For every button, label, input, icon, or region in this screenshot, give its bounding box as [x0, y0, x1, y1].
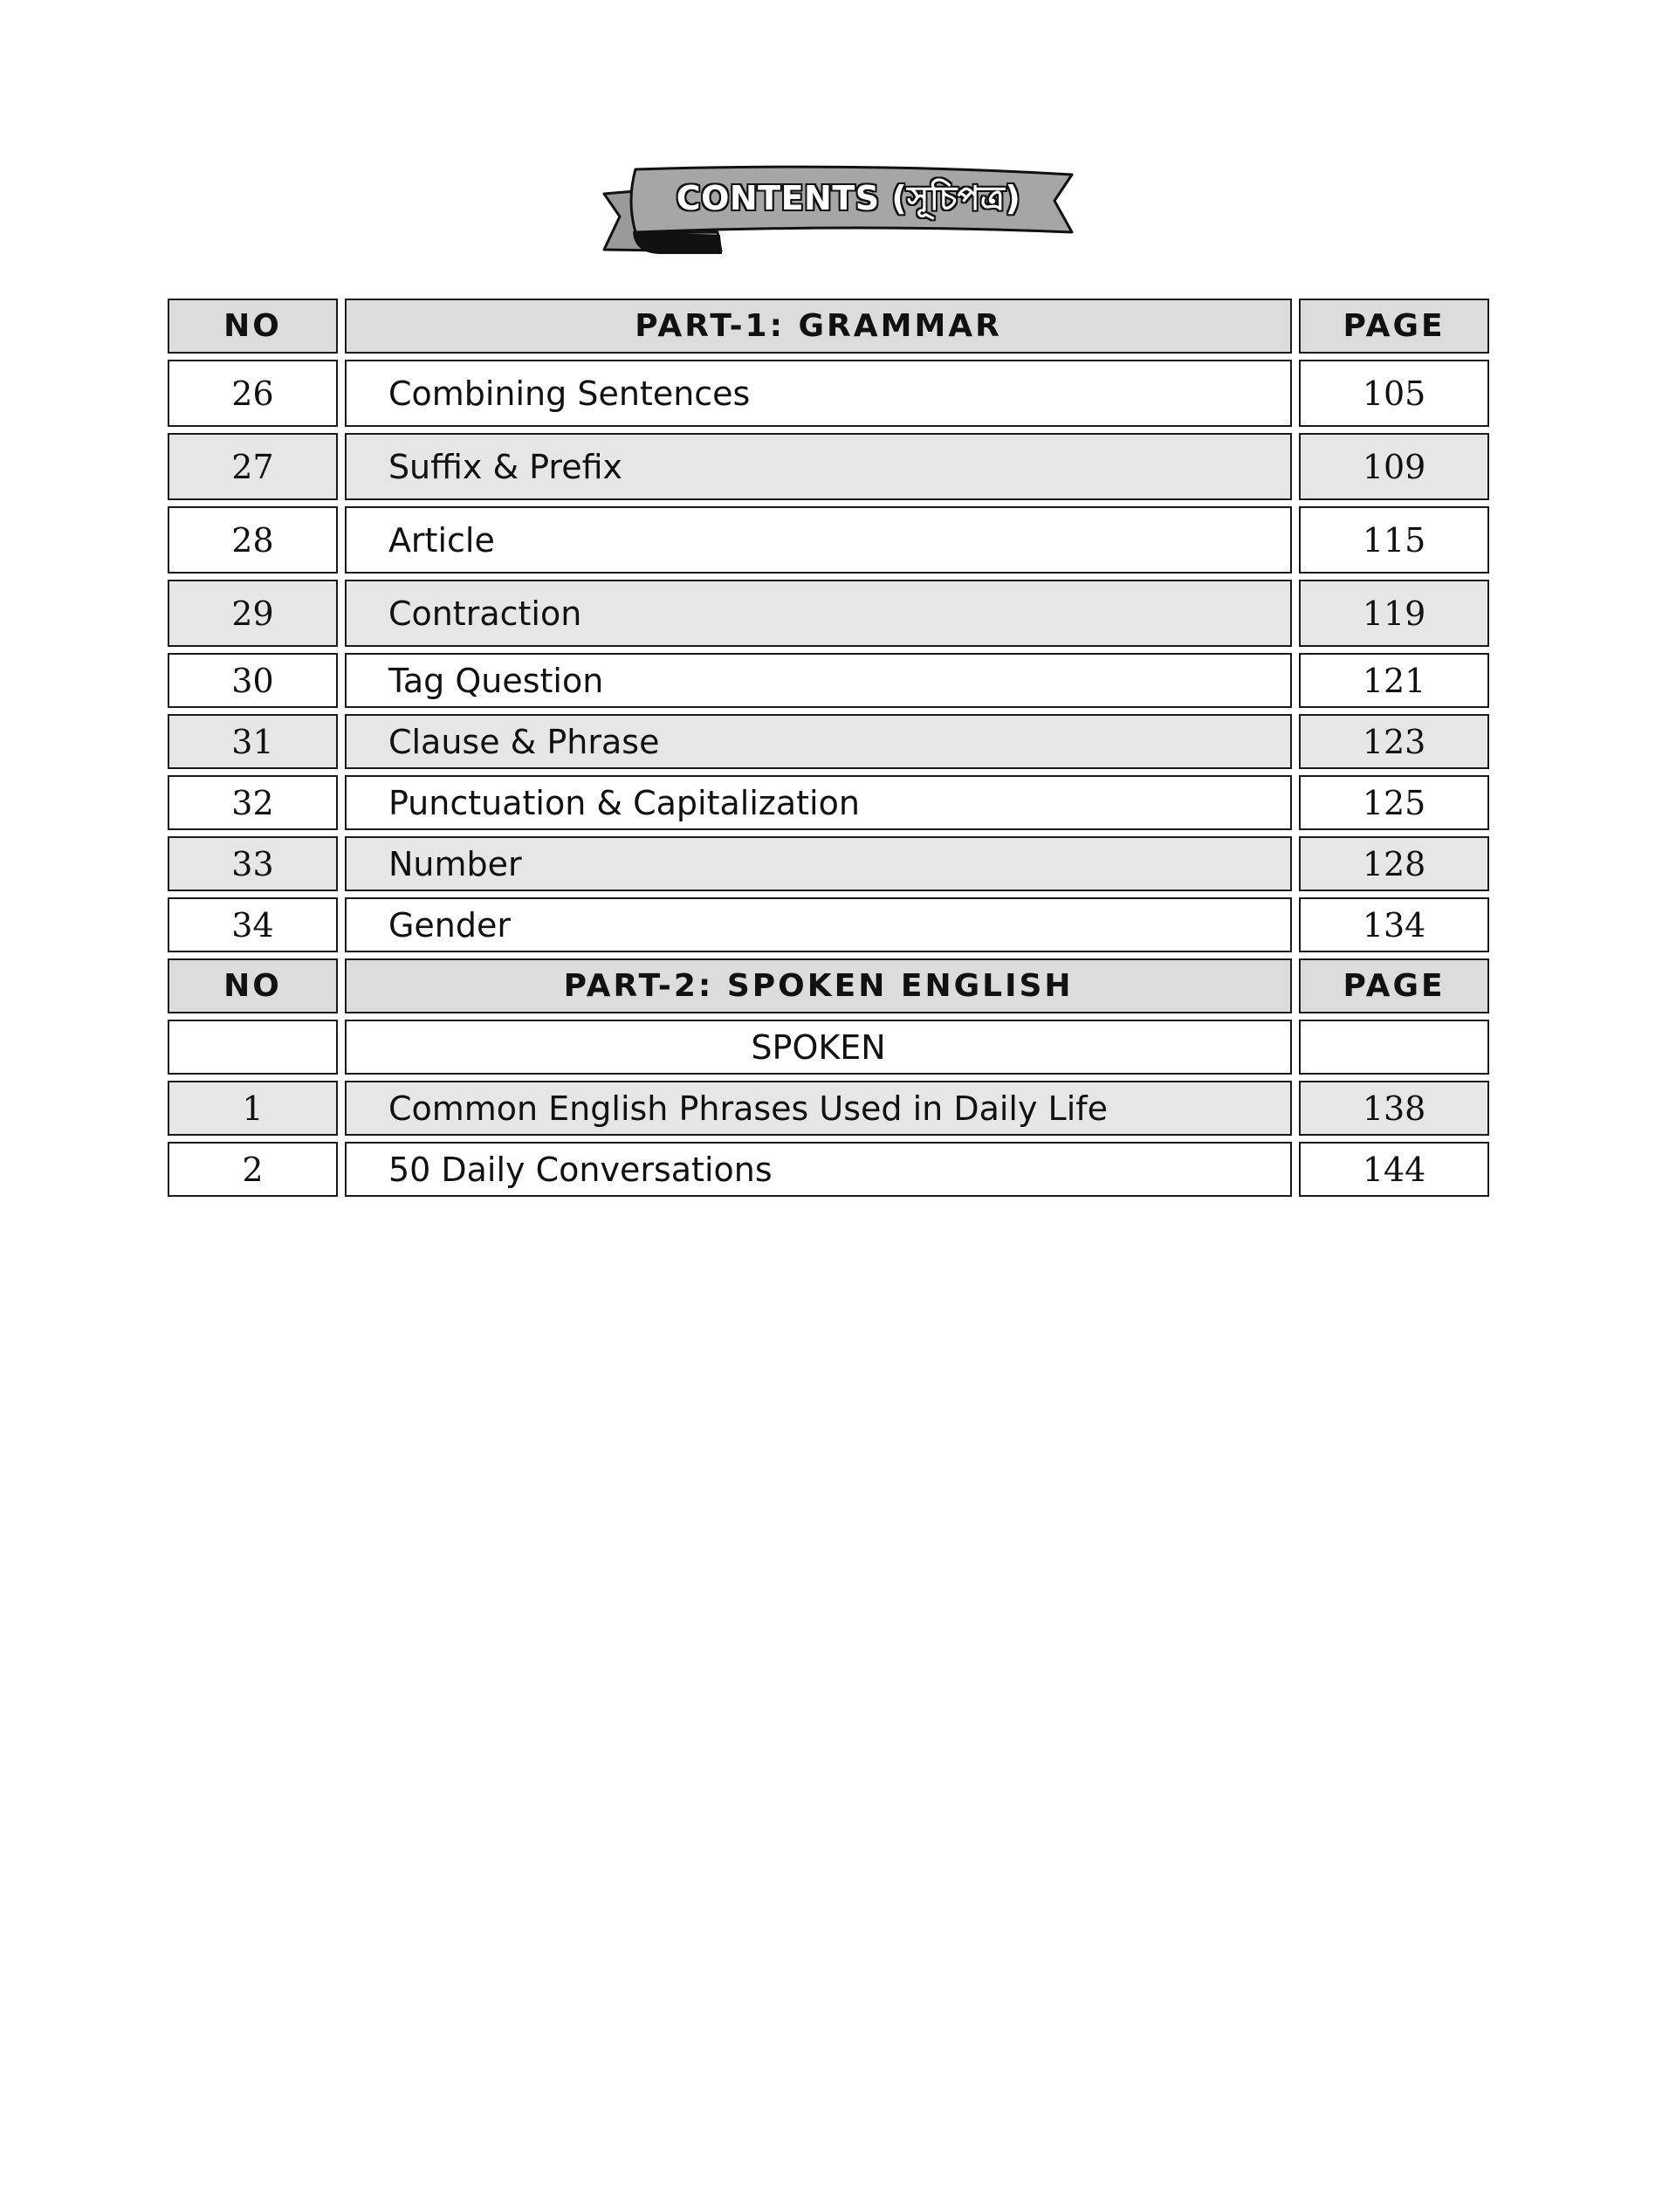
row-title: Number	[345, 836, 1292, 891]
row-no: 2	[168, 1142, 338, 1197]
row-no: 27	[168, 433, 338, 500]
row-page: 125	[1299, 775, 1489, 830]
row-title: Gender	[345, 897, 1292, 952]
table-row[interactable]	[168, 1081, 1489, 1136]
table-row[interactable]	[168, 836, 1489, 891]
table-row[interactable]	[168, 360, 1489, 427]
row-title: Clause & Phrase	[345, 714, 1292, 769]
row-no: 28	[168, 506, 338, 574]
spoken-subheader: SPOKEN	[345, 1020, 1292, 1075]
row-page-empty	[1299, 1020, 1489, 1075]
row-no: 26	[168, 360, 338, 427]
row-no: 1	[168, 1081, 338, 1136]
row-title: Suffix & Prefix	[345, 433, 1292, 500]
row-title: Contraction	[345, 580, 1292, 647]
table-row[interactable]	[168, 580, 1489, 647]
row-page: 121	[1299, 653, 1489, 708]
part1-header-row	[168, 299, 1489, 354]
part2-header-row	[168, 958, 1489, 1013]
table-row[interactable]	[168, 653, 1489, 708]
row-no: 29	[168, 580, 338, 647]
header-part1-title: PART-1: GRAMMAR	[345, 299, 1292, 354]
row-page: 134	[1299, 897, 1489, 952]
row-no: 33	[168, 836, 338, 891]
contents-title: CONTENTS (সূচিপত্র)	[676, 179, 1021, 217]
table-row[interactable]	[168, 897, 1489, 952]
row-page: 119	[1299, 580, 1489, 647]
row-page: 123	[1299, 714, 1489, 769]
header-no: NO	[168, 958, 338, 1013]
contents-banner	[601, 162, 1075, 258]
row-page: 144	[1299, 1142, 1489, 1197]
header-part2-title: PART-2: SPOKEN ENGLISH	[345, 958, 1292, 1013]
spoken-subheader-row	[168, 1020, 1489, 1075]
row-no: 32	[168, 775, 338, 830]
row-title: Punctuation & Capitalization	[345, 775, 1292, 830]
row-title: Combining Sentences	[345, 360, 1292, 427]
row-title: 50 Daily Conversations	[345, 1142, 1292, 1197]
row-no: 30	[168, 653, 338, 708]
row-page: 115	[1299, 506, 1489, 574]
table-row[interactable]	[168, 714, 1489, 769]
table-row[interactable]	[168, 775, 1489, 830]
contents-table	[168, 299, 1489, 1203]
table-row[interactable]	[168, 506, 1489, 574]
row-title: Article	[345, 506, 1292, 574]
row-page: 128	[1299, 836, 1489, 891]
header-page: PAGE	[1299, 299, 1489, 354]
row-no: 34	[168, 897, 338, 952]
header-no: NO	[168, 299, 338, 354]
row-title: Tag Question	[345, 653, 1292, 708]
table-row[interactable]	[168, 433, 1489, 500]
row-page: 138	[1299, 1081, 1489, 1136]
row-page: 109	[1299, 433, 1489, 500]
row-no-empty	[168, 1020, 338, 1075]
row-page: 105	[1299, 360, 1489, 427]
header-page: PAGE	[1299, 958, 1489, 1013]
table-row[interactable]	[168, 1142, 1489, 1197]
row-no: 31	[168, 714, 338, 769]
row-title: Common English Phrases Used in Daily Life	[345, 1081, 1292, 1136]
